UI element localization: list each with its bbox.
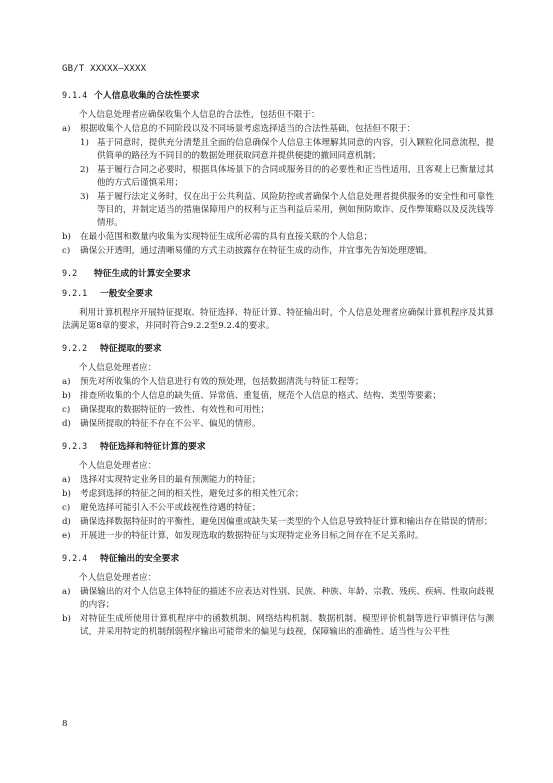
- section-heading-9-2-4: [62, 552, 494, 566]
- list-item: [62, 530, 494, 543]
- list-item: [62, 488, 494, 501]
- sub-list-item: [80, 164, 494, 190]
- standard-code-header: GB/T XXXXX—XXXX: [62, 64, 147, 74]
- list-item-text: 确保所提取的特征不存在不公平、偏见的情形。: [80, 419, 261, 429]
- section-heading-9-2-3: [62, 440, 494, 454]
- section-intro: 个人信息处理者应：: [79, 363, 157, 373]
- list-item-text: 避免选择可能引入不公平或歧视性待遇的特征；: [80, 503, 261, 513]
- section-intro: 个人信息处理者应：: [79, 573, 157, 583]
- list-marker: a): [62, 124, 71, 134]
- section-paragraph: 利用计算机程序开展特征提取、特征选择、特征计算、特征输出时，个人信息处理者应确保计算机程序及其算法满足第8章的要求，并同时符合9.2.2至9.2.4的要求。: [62, 308, 494, 331]
- section-heading-9-2-1: [62, 287, 494, 301]
- list-item: [62, 231, 494, 244]
- list-item: [62, 613, 494, 639]
- list-marker: a): [62, 475, 71, 485]
- section-title: 个人信息收集的合法性要求: [94, 91, 200, 101]
- section-number: 9.1.4: [62, 90, 88, 100]
- list-item-text: 确保输出的对个人信息主体特征的描述不应表达对性别、民族、种族、年龄、宗教、残疾、疾病、性取向歧视的内容；: [80, 587, 494, 610]
- list-item-text: 开展进一步的特征计算，如发现选取的数据特征与实现特定业务目标之间存在不足关系时。: [80, 531, 424, 541]
- section-title: 一般安全要求: [100, 289, 153, 299]
- list-marker: b): [62, 614, 71, 624]
- section-number: 9.2.4: [62, 553, 88, 563]
- list-item: [62, 245, 494, 258]
- section-number: 9.2.1: [62, 288, 88, 298]
- list-marker: a): [62, 587, 71, 597]
- list-item-text: 预先对所收集的个人信息进行有效的预处理，包括数据清洗与特征工程等；: [80, 377, 364, 387]
- sub-list-marker: 1): [80, 138, 89, 148]
- section-heading-9-2-2: [62, 342, 494, 356]
- section-number: 9.2.2: [62, 343, 88, 353]
- section-title: 特征输出的安全要求: [100, 554, 180, 564]
- section-heading-9-2: [62, 267, 494, 281]
- list-item-text: 考虑到选择的特征之间的相关性，避免过多的相关性冗余；: [80, 489, 304, 499]
- section-heading-9-1-4: [62, 89, 494, 103]
- list-item: [62, 516, 494, 529]
- list-item: [62, 123, 494, 136]
- list-marker: b): [62, 232, 71, 242]
- list-item-text: 确保提取的数据特征的一致性、有效性和可用性；: [80, 405, 270, 415]
- list-marker: d): [62, 517, 71, 527]
- sub-list-marker: 3): [80, 192, 89, 202]
- document-body: [62, 89, 494, 640]
- list-marker: e): [62, 531, 71, 541]
- list-marker: c): [62, 503, 71, 513]
- page-number: 8: [62, 719, 68, 729]
- list-marker: b): [62, 391, 71, 401]
- list-item-text: 根据收集个人信息的不同阶段以及不同场景考虑选择适当的合法性基础，包括但不限于：: [80, 124, 416, 134]
- section-number: 9.2: [62, 268, 78, 278]
- list-item: [62, 404, 494, 417]
- list-item-text: 确保选择数据特征时的平衡性，避免因偏重或缺失某一类型的个人信息导致特征计算和输出存在错误的情形；: [80, 517, 493, 527]
- sub-list-marker: 2): [80, 165, 89, 175]
- section-intro: 个人信息处理者应确保收集个人信息的合法性，包括但不限于：: [79, 110, 320, 120]
- list-item-text: 在最小范围和数量内收集为实现特征生成所必需的具有直接关联的个人信息；: [80, 232, 373, 242]
- list-item: [62, 376, 494, 389]
- list-item-text: 排查所收集的个人信息的缺失值、异常值、重复值，规范个人信息的格式、结构、类型等要素；: [80, 391, 441, 401]
- list-item: [62, 474, 494, 487]
- section-title: 特征提取的要求: [100, 344, 162, 354]
- section-intro: 个人信息处理者应：: [79, 461, 157, 471]
- sub-list-item: [80, 191, 494, 230]
- section-title: 特征选择和特征计算的要求: [100, 442, 206, 452]
- list-marker: c): [62, 405, 71, 415]
- list-item-text: 确保公开透明，通过清晰易懂的方式主动披露存在特征生成的动作，并宜事先告知处理逻辑。: [80, 246, 433, 256]
- list-item-text: 选择对实现特定业务目的最有预测能力的特征；: [80, 475, 261, 485]
- sub-list-item-text: 基于履行法定义务时，仅在出于公共利益、风险防控或者确保个人信息处理者提供服务的安全性和可靠性等目的，并制定适当的措施保障用户的权利与正当利益后采用，例如预防欺诈、反作弊策略以及反洗钱等情形。: [97, 192, 494, 228]
- list-item-text: 对特征生成所使用计算机程序中的函数机制、网络结构机制、数据机制、模型评价机制等进行审慎评估与测试，并采用特定的机制削弱程序输出可能带来的偏见与歧视，保障输出的准确性、适当性与公平性: [80, 614, 494, 637]
- list-marker: b): [62, 489, 71, 499]
- list-item: [62, 502, 494, 515]
- sub-list-item-text: 基于履行合同之必要时，根据具体场景下的合同或服务目的的必要性和正当性适用，且客观上已衡量过其他的方式后谨慎采用；: [97, 165, 494, 188]
- sub-list-item-text: 基于同意时，提供充分清楚且全面的信息确保个人信息主体理解其同意的内容，引入颗粒化同意流程，提供简单的路径为不同目的的数据处理获取同意并提供便捷的撤回同意机制；: [97, 138, 494, 161]
- list-item: [62, 586, 494, 612]
- list-marker: a): [62, 377, 71, 387]
- list-marker: c): [62, 246, 71, 256]
- sub-list-item: [80, 137, 494, 163]
- list-marker: d): [62, 419, 71, 429]
- list-item: [62, 418, 494, 431]
- section-title: 特征生成的计算安全要求: [94, 269, 191, 279]
- list-item: [62, 390, 494, 403]
- section-number: 9.2.3: [62, 441, 88, 451]
